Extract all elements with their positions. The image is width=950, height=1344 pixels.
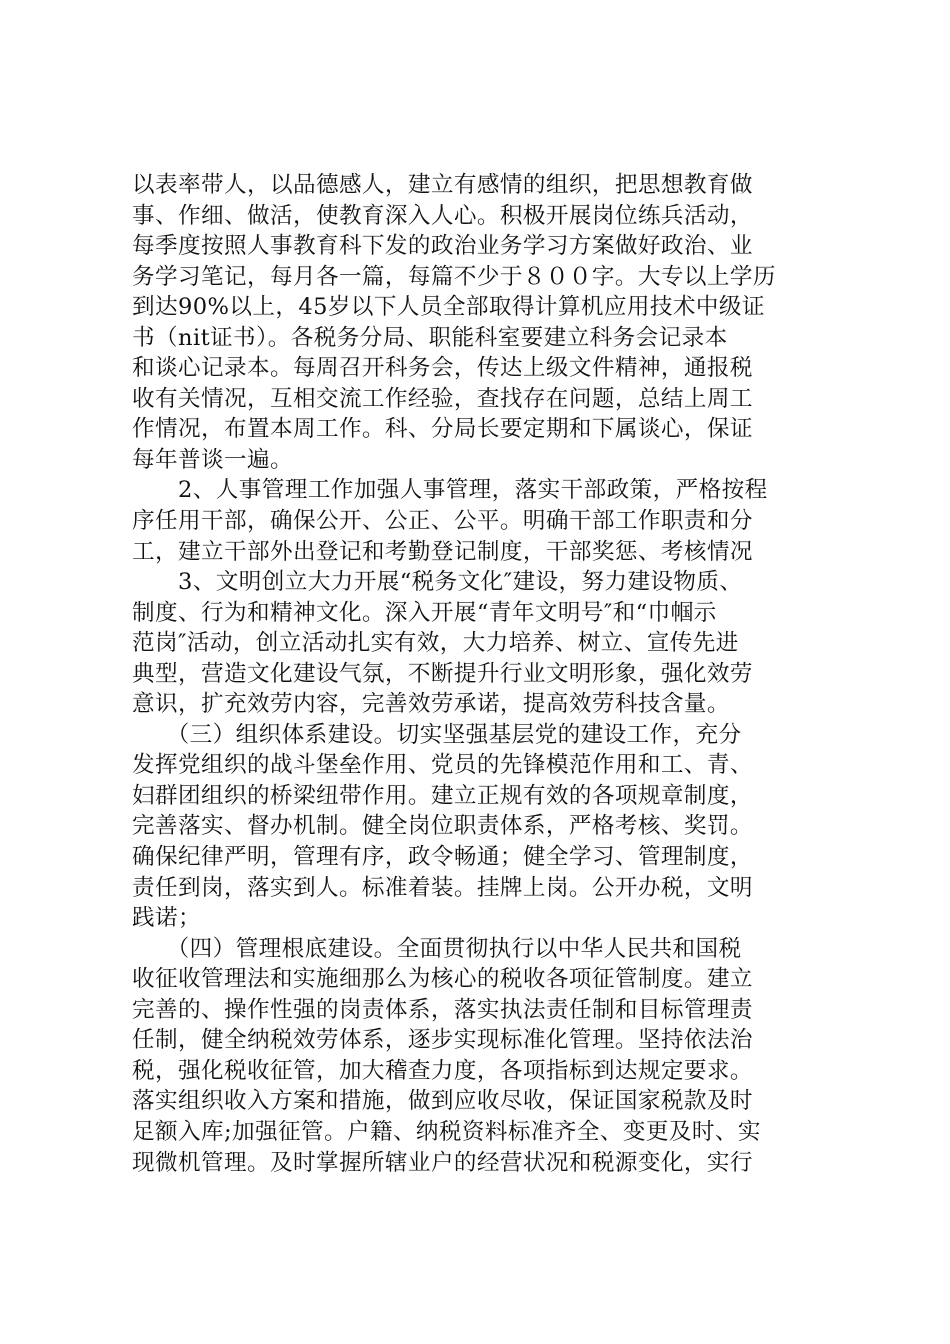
text-line: 完善的、操作性强的岗责体系，落实执法责任制和目标管理责	[132, 996, 753, 1023]
text-line: 税，强化税收征管，加大稽查力度，各项指标到达规定要求。	[132, 1057, 753, 1084]
text-line: 事、作细、做活，使教育深入人心。积极开展岗位练兵活动，	[132, 202, 753, 229]
text-line: 工，建立干部外出登记和考勤登记制度，干部奖惩、考核情况	[132, 538, 753, 565]
text-line: 制度、行为和精神文化。深入开展“青年文明号″和“巾帼示	[132, 599, 717, 626]
text-line: 足额入库;加强征管。户籍、纳税资料标准齐全、变更及时、实	[132, 1118, 761, 1145]
text-line: 收有关情况，互相交流工作经验，查找存在问题，总结上周工	[132, 385, 753, 412]
text-line: 典型，营造文化建设气氛，不断提升行业文明形象，强化效劳	[132, 660, 753, 687]
text-line: 意识，扩充效劳内容，完善效劳承诺，提高效劳科技含量。	[132, 691, 730, 718]
text-line: 确保纪律严明，管理有序，政令畅通；健全学习、管理制度，	[132, 844, 753, 871]
text-line: 责任到岗，落实到人。标准着装。挂牌上岗。公开办税，文明	[132, 874, 753, 901]
text-line: 书（nit证书）。各税务分局、职能科室要建立科务会记录本	[132, 324, 728, 351]
text-line: 到达90%以上，45岁以下人员全部取得计算机应用技术中级证	[132, 294, 765, 321]
text-line: 2、人事管理工作加强人事管理，落实干部政策，严格按程	[132, 477, 768, 504]
document-body	[132, 170, 832, 1178]
text-line: 务学习笔记，每月各一篇，每篇不少于８００字。大专以上学历	[132, 263, 776, 290]
text-line: 完善落实、督办机制。健全岗位职责体系，严格考核、奖罚。	[132, 813, 753, 840]
text-line: （四）管理根底建设。全面贯彻执行以中华人民共和国税	[132, 935, 742, 962]
text-line: 每季度按照人事教育科下发的政治业务学习方案做好政治、业	[132, 233, 753, 260]
text-line: 收征收管理法和实施细那么为核心的税收各项征管制度。建立	[132, 966, 753, 993]
text-line: 每年普谈一遍。	[132, 446, 293, 473]
text-line: 任制，健全纳税效劳体系，逐步实现标准化管理。坚持依法治	[132, 1027, 753, 1054]
text-line: 践诺；	[132, 905, 201, 932]
text-line: 和谈心记录本。每周召开科务会，传达上级文件精神，通报税	[132, 355, 753, 382]
text-line: （三）组织体系建设。切实坚强基层党的建设工作，充分	[132, 721, 742, 748]
text-line: 现微机管理。及时掌握所辖业户的经营状况和税源变化，实行	[132, 1149, 753, 1176]
text-line: 落实组织收入方案和措施，做到应收尽收，保证国家税款及时	[132, 1088, 753, 1115]
text-line: 发挥党组织的战斗堡垒作用、党员的先锋模范作用和工、青、	[132, 752, 753, 779]
text-line: 妇群团组织的桥梁纽带作用。建立正规有效的各项规章制度，	[132, 782, 753, 809]
text-line: 序任用干部，确保公开、公正、公平。明确干部工作职责和分	[132, 508, 753, 535]
text-line: 以表率带人，以品德感人，建立有感情的组织，把思想教育做	[132, 172, 753, 198]
text-line: 范岗″活动，创立活动扎实有效，大力培养、树立、宣传先进	[132, 630, 739, 657]
text-line: 作情况，布置本周工作。科、分局长要定期和下属谈心，保证	[132, 416, 753, 443]
text-line: 3、文明创立大力开展“税务文化″建设，努力建设物质、	[132, 569, 743, 596]
